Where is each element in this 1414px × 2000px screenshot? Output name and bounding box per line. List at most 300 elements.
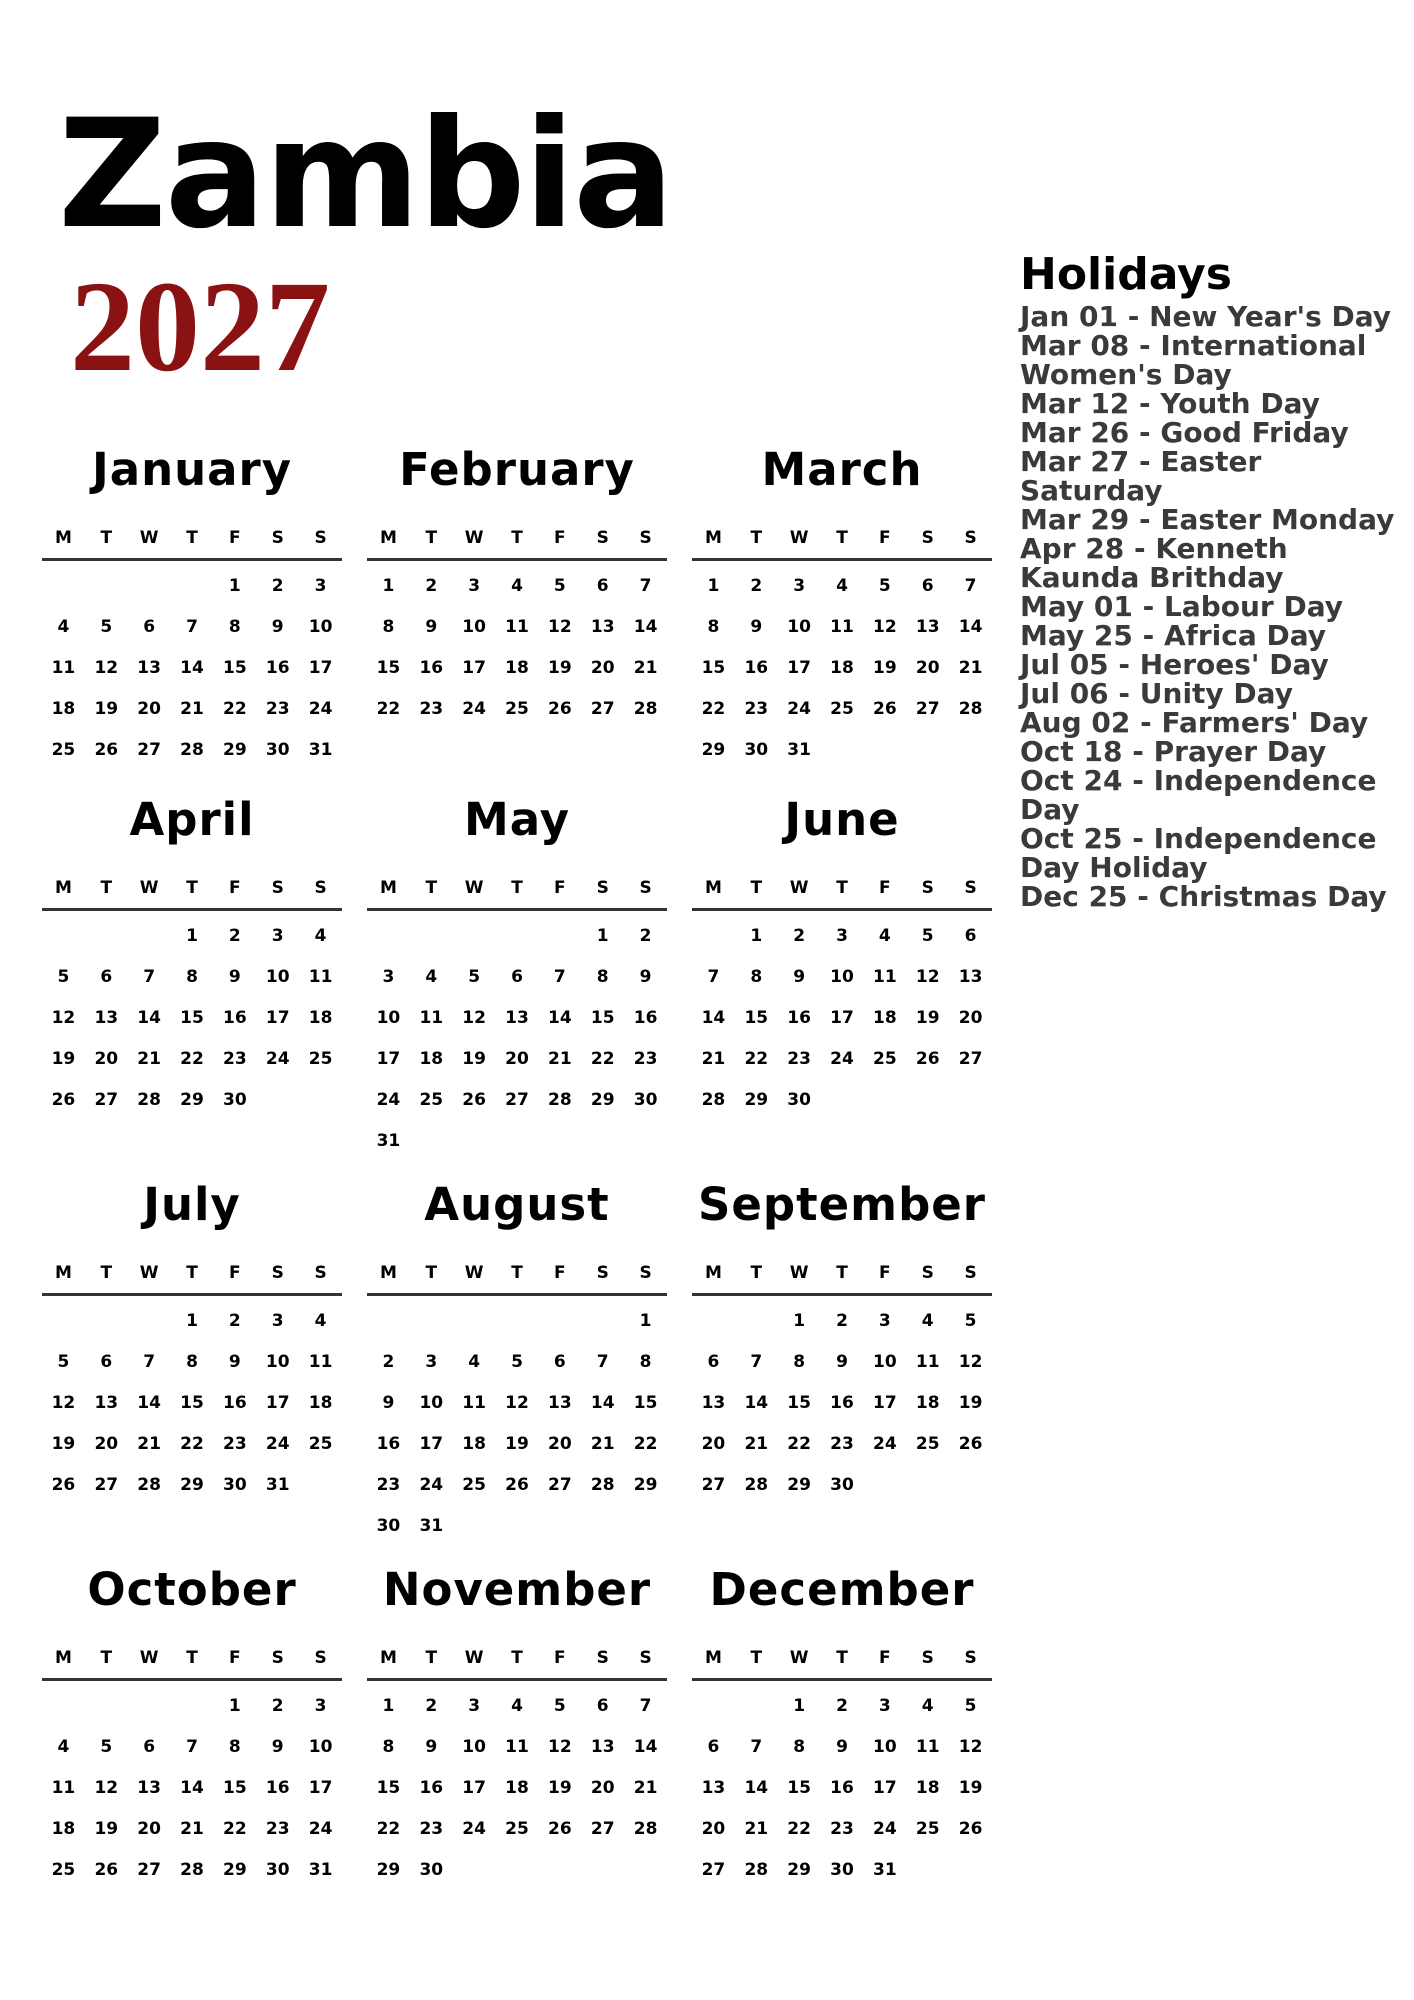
day-cell: 23 <box>223 1048 247 1069</box>
empty-cell <box>85 1685 128 1726</box>
day-cell: 31 <box>308 739 333 760</box>
day-cell: 7 <box>143 1351 156 1372</box>
day-cell: 28 <box>137 1089 161 1110</box>
day-cell: 12 <box>505 1392 529 1413</box>
day-cell: 10 <box>308 1736 333 1757</box>
day-grid <box>692 1681 992 1890</box>
day-cell: 18 <box>419 1048 444 1069</box>
day-cell: 10 <box>830 966 854 987</box>
day-cell: 25 <box>915 1433 940 1454</box>
day-cell: 1 <box>750 925 763 946</box>
day-cell: 10 <box>462 616 486 637</box>
holiday-item: Oct 24 - Independence Day <box>1020 764 1377 827</box>
day-cell: 24 <box>830 1048 854 1069</box>
day-cell: 10 <box>419 1392 444 1413</box>
day-cell: 5 <box>57 966 70 987</box>
day-cell: 28 <box>744 1859 769 1880</box>
day-cell: 28 <box>180 1859 204 1880</box>
day-cell: 24 <box>419 1474 444 1495</box>
day-cell: 21 <box>180 1818 204 1839</box>
day-cell: 14 <box>744 1777 769 1798</box>
day-cell: 25 <box>830 698 854 719</box>
weekday-header-row <box>367 1253 667 1296</box>
weekday-label: T <box>186 1263 198 1283</box>
weekday-label: M <box>54 528 72 548</box>
day-cell: 13 <box>958 966 983 987</box>
day-cell: 13 <box>590 616 615 637</box>
day-cell: 7 <box>596 1351 609 1372</box>
day-cell: 22 <box>633 1433 658 1454</box>
weekday-label: T <box>425 1648 438 1668</box>
empty-cell <box>85 1300 128 1341</box>
day-cell: 20 <box>94 1433 119 1454</box>
day-cell: 27 <box>505 1089 529 1110</box>
day-cell: 5 <box>878 575 891 596</box>
day-cell: 16 <box>744 657 769 678</box>
weekday-label: M <box>54 878 72 898</box>
day-cell: 20 <box>701 1818 726 1839</box>
day-cell: 29 <box>633 1474 658 1495</box>
day-cell: 6 <box>100 1351 113 1372</box>
empty-cell <box>735 1300 778 1341</box>
day-cell: 23 <box>419 698 444 719</box>
weekday-header-row <box>692 1253 992 1296</box>
day-cell: 25 <box>51 1859 76 1880</box>
weekday-header-row <box>42 518 342 561</box>
month-august <box>367 1175 667 1546</box>
day-cell: 13 <box>137 657 161 678</box>
day-cell: 20 <box>94 1048 119 1069</box>
day-cell: 23 <box>744 698 769 719</box>
day-cell: 19 <box>915 1007 940 1028</box>
empty-cell <box>367 1300 410 1341</box>
day-cell: 22 <box>376 1818 401 1839</box>
day-cell: 4 <box>836 575 848 596</box>
day-cell: 23 <box>787 1048 811 1069</box>
weekday-label: T <box>836 878 848 898</box>
day-cell: 14 <box>548 1007 572 1028</box>
holiday-item: May 01 - Labour Day <box>1020 590 1344 624</box>
weekday-header-row <box>42 1253 342 1296</box>
day-cell: 13 <box>915 616 940 637</box>
empty-cell <box>128 565 171 606</box>
weekday-label: S <box>639 528 652 548</box>
day-cell: 19 <box>958 1777 983 1798</box>
weekday-header-row <box>42 1638 342 1681</box>
weekday-label: S <box>921 1263 934 1283</box>
day-cell: 21 <box>548 1048 572 1069</box>
day-cell: 13 <box>94 1007 119 1028</box>
day-cell: 21 <box>958 657 983 678</box>
day-cell: 3 <box>468 1695 481 1716</box>
empty-cell <box>42 1685 85 1726</box>
weekday-label: W <box>789 878 809 898</box>
day-cell: 6 <box>707 1736 720 1757</box>
day-cell: 26 <box>548 698 572 719</box>
day-cell: 12 <box>94 657 119 678</box>
day-cell: 1 <box>382 575 395 596</box>
day-cell: 20 <box>137 698 161 719</box>
day-cell: 30 <box>830 1474 854 1495</box>
day-grid <box>42 561 342 770</box>
weekday-label: W <box>139 528 159 548</box>
day-cell: 8 <box>750 966 763 987</box>
day-cell: 2 <box>271 1695 284 1716</box>
day-cell: 11 <box>873 966 897 987</box>
month-name: November <box>382 1563 652 1616</box>
day-cell: 6 <box>707 1351 720 1372</box>
day-cell: 10 <box>265 1351 290 1372</box>
day-cell: 12 <box>958 1351 983 1372</box>
empty-cell <box>42 565 85 606</box>
day-cell: 10 <box>376 1007 401 1028</box>
day-cell: 12 <box>915 966 940 987</box>
day-cell: 21 <box>137 1433 161 1454</box>
day-cell: 15 <box>787 1392 811 1413</box>
day-cell: 22 <box>590 1048 615 1069</box>
weekday-label: T <box>186 528 198 548</box>
day-cell: 4 <box>314 925 327 946</box>
day-cell: 25 <box>505 698 529 719</box>
day-cell: 20 <box>137 1818 161 1839</box>
day-cell: 26 <box>915 1048 940 1069</box>
day-cell: 13 <box>701 1392 726 1413</box>
weekday-label: T <box>750 1263 763 1283</box>
day-cell: 7 <box>707 966 720 987</box>
day-cell: 3 <box>382 966 395 987</box>
weekday-label: T <box>836 1648 848 1668</box>
day-cell: 30 <box>633 1089 658 1110</box>
empty-cell <box>496 1300 539 1341</box>
day-cell: 28 <box>180 739 204 760</box>
day-cell: 31 <box>265 1474 290 1495</box>
empty-cell <box>410 1300 453 1341</box>
day-cell: 5 <box>511 1351 523 1372</box>
day-cell: 17 <box>787 657 811 678</box>
day-cell: 10 <box>308 616 333 637</box>
month-january <box>42 440 342 770</box>
day-cell: 9 <box>425 616 438 637</box>
day-cell: 14 <box>180 657 204 678</box>
day-cell: 3 <box>793 575 806 596</box>
weekday-label: S <box>964 878 977 898</box>
day-cell: 7 <box>553 966 566 987</box>
weekday-label: F <box>879 878 891 898</box>
day-grid <box>367 1681 667 1890</box>
weekday-label: T <box>425 528 438 548</box>
day-cell: 6 <box>553 1351 566 1372</box>
day-cell: 27 <box>94 1474 119 1495</box>
day-cell: 31 <box>308 1859 333 1880</box>
day-cell: 6 <box>596 575 609 596</box>
day-cell: 27 <box>548 1474 572 1495</box>
weekday-label: W <box>139 1648 159 1668</box>
day-cell: 10 <box>265 966 290 987</box>
empty-cell <box>128 1300 171 1341</box>
weekday-label: S <box>314 1263 327 1283</box>
day-cell: 19 <box>548 657 572 678</box>
day-cell: 11 <box>308 1351 333 1372</box>
day-cell: 16 <box>265 657 290 678</box>
day-cell: 17 <box>308 657 333 678</box>
day-cell: 22 <box>701 698 726 719</box>
day-cell: 23 <box>419 1818 444 1839</box>
day-cell: 9 <box>639 966 652 987</box>
weekday-label: F <box>554 878 566 898</box>
day-cell: 16 <box>633 1007 658 1028</box>
weekday-label: M <box>704 1648 722 1668</box>
day-cell: 11 <box>915 1736 940 1757</box>
day-cell: 2 <box>750 575 763 596</box>
day-cell: 23 <box>830 1433 854 1454</box>
day-cell: 9 <box>836 1736 848 1757</box>
day-cell: 18 <box>51 1818 76 1839</box>
weekday-label: S <box>271 528 284 548</box>
weekday-label: T <box>425 1263 438 1283</box>
weekday-label: T <box>750 1648 763 1668</box>
day-cell: 28 <box>590 1474 615 1495</box>
day-cell: 20 <box>915 657 940 678</box>
weekday-header-row <box>692 1638 992 1681</box>
day-cell: 22 <box>744 1048 769 1069</box>
day-cell: 3 <box>468 575 481 596</box>
day-cell: 21 <box>137 1048 161 1069</box>
day-cell: 8 <box>186 1351 198 1372</box>
holiday-item: Apr 28 - Kenneth Kaunda Brithday <box>1020 532 1288 595</box>
day-cell: 7 <box>639 575 652 596</box>
weekday-label: S <box>964 1648 977 1668</box>
day-cell: 12 <box>548 1736 572 1757</box>
day-cell: 31 <box>787 739 811 760</box>
empty-cell <box>496 915 539 956</box>
day-cell: 6 <box>964 925 977 946</box>
day-grid <box>367 1296 667 1546</box>
month-september <box>692 1175 992 1505</box>
day-cell: 11 <box>915 1351 940 1372</box>
holiday-list <box>1020 300 1400 914</box>
day-cell: 10 <box>873 1736 897 1757</box>
holiday-item: Oct 25 - Independence Day Holiday <box>1020 822 1377 885</box>
holiday-item: Aug 02 - Farmers' Day <box>1020 706 1369 740</box>
weekday-label: W <box>789 528 809 548</box>
day-cell: 14 <box>180 1777 204 1798</box>
day-cell: 22 <box>787 1433 811 1454</box>
day-cell: 8 <box>228 1736 241 1757</box>
day-cell: 20 <box>958 1007 983 1028</box>
weekday-label: W <box>464 878 484 898</box>
weekday-label: T <box>100 1648 113 1668</box>
weekday-label: S <box>921 1648 934 1668</box>
day-grid <box>367 911 667 1161</box>
day-cell: 28 <box>633 698 658 719</box>
month-april <box>42 790 342 1120</box>
day-cell: 13 <box>505 1007 529 1028</box>
day-cell: 4 <box>314 1310 327 1331</box>
day-cell: 15 <box>180 1007 204 1028</box>
day-cell: 3 <box>878 1695 891 1716</box>
day-cell: 4 <box>468 1351 481 1372</box>
day-cell: 15 <box>744 1007 769 1028</box>
month-name: April <box>129 793 255 846</box>
weekday-label: S <box>639 1648 652 1668</box>
day-cell: 1 <box>793 1310 806 1331</box>
weekday-label: W <box>464 1263 484 1283</box>
holiday-item: Jul 06 - Unity Day <box>1020 677 1293 711</box>
day-cell: 18 <box>462 1433 486 1454</box>
weekday-label: S <box>964 1263 977 1283</box>
month-july <box>42 1175 342 1505</box>
day-cell: 20 <box>548 1433 572 1454</box>
day-cell: 25 <box>419 1089 444 1110</box>
day-cell: 30 <box>265 1859 290 1880</box>
day-cell: 16 <box>830 1392 854 1413</box>
holiday-item: Mar 26 - Good Friday <box>1020 416 1349 450</box>
day-cell: 17 <box>873 1392 897 1413</box>
day-cell: 23 <box>633 1048 658 1069</box>
day-cell: 14 <box>958 616 983 637</box>
day-cell: 7 <box>186 616 198 637</box>
day-cell: 4 <box>511 575 523 596</box>
day-cell: 18 <box>51 698 76 719</box>
day-cell: 18 <box>873 1007 897 1028</box>
day-cell: 26 <box>958 1818 983 1839</box>
day-cell: 9 <box>425 1736 438 1757</box>
holiday-item: Dec 25 - Christmas Day <box>1020 880 1387 914</box>
day-cell: 14 <box>137 1392 161 1413</box>
day-cell: 17 <box>873 1777 897 1798</box>
day-cell: 4 <box>511 1695 523 1716</box>
holiday-item: Mar 08 - International Women's Day <box>1020 329 1367 392</box>
weekday-label: F <box>229 528 241 548</box>
day-cell: 2 <box>228 1310 241 1331</box>
day-cell: 28 <box>548 1089 572 1110</box>
day-cell: 1 <box>186 925 198 946</box>
day-cell: 29 <box>701 739 726 760</box>
day-cell: 11 <box>505 1736 529 1757</box>
day-cell: 15 <box>376 657 401 678</box>
month-name: July <box>143 1178 241 1231</box>
day-cell: 21 <box>633 1777 658 1798</box>
day-cell: 3 <box>314 1695 327 1716</box>
weekday-label: S <box>596 528 609 548</box>
day-cell: 11 <box>419 1007 444 1028</box>
day-cell: 28 <box>701 1089 726 1110</box>
empty-cell <box>42 1300 85 1341</box>
day-cell: 7 <box>143 966 156 987</box>
day-cell: 29 <box>590 1089 615 1110</box>
empty-cell <box>453 915 496 956</box>
day-cell: 23 <box>223 1433 247 1454</box>
day-cell: 22 <box>180 1048 204 1069</box>
weekday-label: F <box>229 878 241 898</box>
day-cell: 27 <box>701 1474 726 1495</box>
day-grid <box>42 1681 342 1890</box>
day-cell: 9 <box>271 1736 284 1757</box>
day-cell: 6 <box>596 1695 609 1716</box>
months-grid <box>42 440 992 1910</box>
day-cell: 3 <box>425 1351 438 1372</box>
weekday-label: S <box>596 1648 609 1668</box>
month-may <box>367 790 667 1161</box>
day-cell: 5 <box>921 925 934 946</box>
weekday-label: F <box>554 528 566 548</box>
day-cell: 31 <box>376 1130 401 1151</box>
day-cell: 21 <box>701 1048 726 1069</box>
day-cell: 18 <box>505 657 529 678</box>
day-cell: 17 <box>462 1777 486 1798</box>
weekday-label: S <box>271 878 284 898</box>
weekday-label: S <box>314 528 327 548</box>
day-cell: 25 <box>462 1474 486 1495</box>
month-name: May <box>463 793 571 846</box>
day-cell: 7 <box>186 1736 198 1757</box>
day-cell: 22 <box>180 1433 204 1454</box>
day-cell: 15 <box>787 1777 811 1798</box>
day-cell: 18 <box>830 657 854 678</box>
day-cell: 20 <box>590 657 615 678</box>
month-name: February <box>399 443 635 496</box>
holiday-item: May 25 - Africa Day <box>1020 619 1327 653</box>
day-cell: 7 <box>639 1695 652 1716</box>
day-cell: 8 <box>639 1351 652 1372</box>
day-cell: 21 <box>744 1433 769 1454</box>
day-cell: 7 <box>750 1736 763 1757</box>
weekday-label: S <box>964 528 977 548</box>
day-cell: 24 <box>873 1433 897 1454</box>
day-cell: 8 <box>186 966 198 987</box>
day-cell: 30 <box>265 739 290 760</box>
day-cell: 19 <box>548 1777 572 1798</box>
day-cell: 10 <box>462 1736 486 1757</box>
day-cell: 9 <box>793 966 806 987</box>
day-cell: 27 <box>94 1089 119 1110</box>
day-cell: 29 <box>744 1089 769 1110</box>
day-cell: 15 <box>376 1777 401 1798</box>
weekday-label: T <box>750 878 763 898</box>
month-june <box>692 790 992 1120</box>
day-cell: 8 <box>228 616 241 637</box>
day-cell: 2 <box>271 575 284 596</box>
day-cell: 14 <box>633 1736 658 1757</box>
day-cell: 8 <box>793 1736 806 1757</box>
holiday-item: Mar 29 - Easter Monday <box>1020 503 1395 537</box>
weekday-label: S <box>921 878 934 898</box>
day-cell: 25 <box>915 1818 940 1839</box>
day-grid <box>692 1296 992 1505</box>
day-cell: 12 <box>51 1392 76 1413</box>
day-cell: 27 <box>915 698 940 719</box>
day-cell: 5 <box>553 1695 566 1716</box>
day-cell: 15 <box>223 1777 247 1798</box>
day-cell: 27 <box>958 1048 983 1069</box>
weekday-label: S <box>271 1263 284 1283</box>
empty-cell <box>128 915 171 956</box>
weekday-label: T <box>100 878 113 898</box>
day-grid <box>692 911 992 1120</box>
weekday-label: M <box>379 1648 397 1668</box>
day-cell: 19 <box>462 1048 486 1069</box>
day-cell: 6 <box>921 575 934 596</box>
day-cell: 10 <box>787 616 811 637</box>
weekday-label: M <box>704 1263 722 1283</box>
day-cell: 11 <box>830 616 854 637</box>
weekday-label: M <box>704 878 722 898</box>
day-cell: 18 <box>505 1777 529 1798</box>
day-cell: 15 <box>633 1392 658 1413</box>
day-cell: 2 <box>425 575 438 596</box>
day-cell: 30 <box>376 1515 401 1536</box>
day-cell: 19 <box>505 1433 529 1454</box>
